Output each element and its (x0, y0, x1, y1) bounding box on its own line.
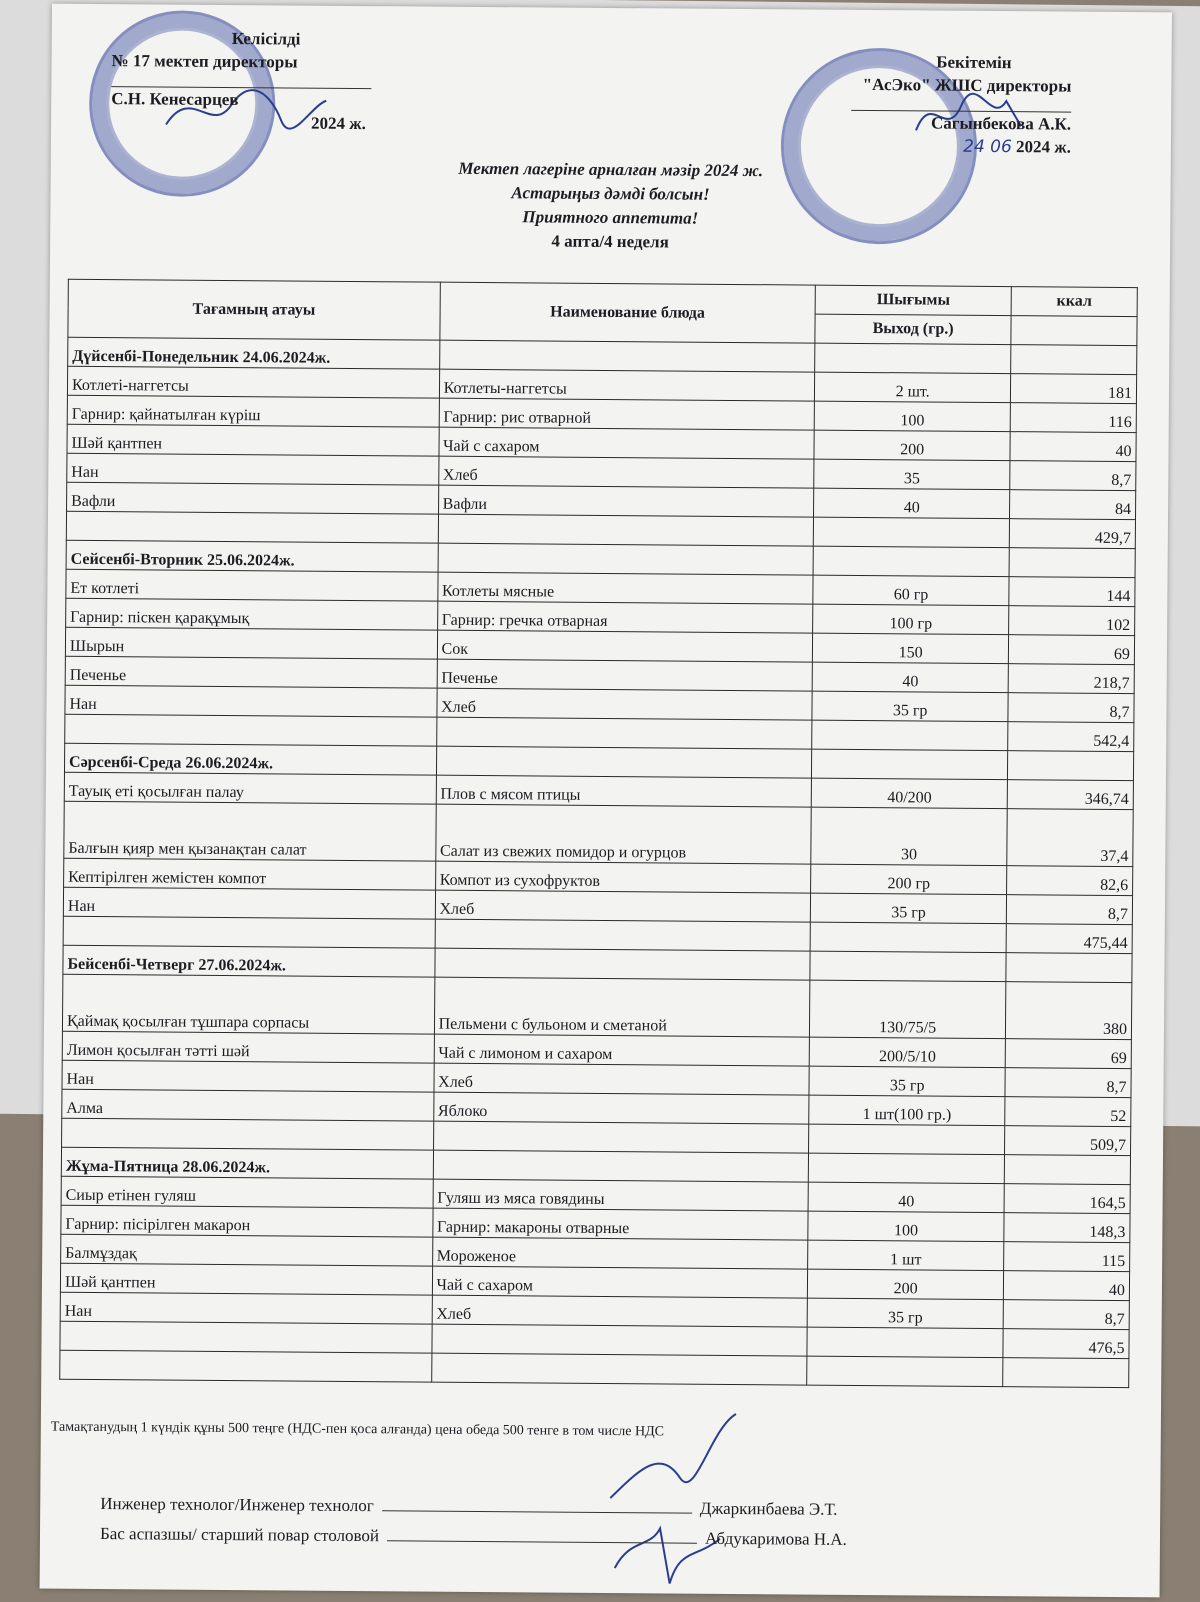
dish-name-ru: Вафли (438, 485, 814, 517)
dish-name-ru: Хлеб (432, 1295, 808, 1327)
dish-yield: 60 гр (813, 575, 1009, 606)
dish-yield: 100 гр (813, 604, 1009, 635)
title-line-4: 4 апта/4 неделя (551, 231, 669, 252)
header-kcal: ккал (1011, 287, 1137, 317)
menu-table (59, 279, 1138, 1388)
header-name-kz: Тағамның атауы (68, 279, 440, 340)
dish-name-kz: Нан (65, 685, 437, 717)
empty-cell (1004, 1155, 1130, 1185)
empty-cell (62, 1118, 434, 1150)
dish-yield: 100 (808, 1211, 1004, 1242)
empty-cell (812, 749, 1008, 780)
dish-name-kz: Балғын қияр мен қызанақтан салат (64, 801, 436, 861)
dish-kcal: 346,74 (1007, 780, 1133, 810)
dish-name-ru: Пельмени с бульоном и сметаной (434, 977, 810, 1037)
signature-role-engineer: Инженер технолог/Инженер технолог (100, 1494, 374, 1516)
day-title: Дүйсенбі-Понедельник 24.06.2024ж. (68, 337, 440, 369)
dish-name-kz: Кептірілген жемістен компот (64, 858, 436, 890)
dish-yield: 35 гр (809, 1066, 1005, 1097)
dish-yield: 40/200 (811, 778, 1007, 809)
dish-name-ru: Хлеб (437, 688, 813, 720)
dish-kcal: 37,4 (1007, 809, 1133, 867)
empty-cell (1008, 751, 1134, 781)
dish-name-kz: Лимон қосылған тәтті шәй (62, 1031, 434, 1063)
dish-kcal: 115 (1004, 1242, 1130, 1272)
empty-cell (436, 746, 812, 778)
dish-name-ru: Котлеты-наггетсы (439, 369, 815, 401)
dish-name-ru: Гарнир: рис отварной (439, 398, 815, 430)
header-yield-ru: Выход (гр.) (815, 314, 1011, 345)
dish-yield: 1 шт(100 гр.) (809, 1095, 1005, 1126)
approval-left-year: 2024 ж. (311, 113, 366, 134)
day-total-kcal: 475,44 (1006, 924, 1132, 954)
dish-name-kz: Алма (62, 1089, 434, 1121)
dish-name-ru: Гуляш из мяса говядины (433, 1179, 809, 1211)
day-title: Жұма-Пятница 28.06.2024ж. (61, 1147, 433, 1179)
day-total-kcal: 542,4 (1008, 722, 1134, 752)
price-note: Тамақтанудың 1 күндік құны 500 теңге (НДС-пен қоса алғанда) цена обеда 500 тенге в том числе НДС (50, 1419, 665, 1440)
dish-kcal: 40 (1010, 432, 1136, 462)
empty-cell (433, 1121, 809, 1153)
approval-right-position: "АсЭко" ЖШС директоры (862, 74, 1072, 96)
dish-kcal: 40 (1003, 1271, 1129, 1301)
dish-name-ru: Котлеты мясные (437, 572, 813, 604)
dish-kcal: 102 (1009, 606, 1135, 636)
empty-cell (439, 340, 815, 372)
empty-cell (435, 919, 811, 951)
signature-role-chef: Бас аспазшы/ старший повар столовой (99, 1524, 380, 1546)
header-empty (1011, 316, 1137, 346)
dish-yield: 150 (813, 633, 1009, 664)
empty-cell (813, 546, 1009, 577)
dish-name-kz: Нан (60, 1292, 432, 1324)
dish-kcal: 380 (1005, 982, 1131, 1040)
dish-name-kz: Шәй қантпен (60, 1263, 432, 1295)
dish-name-kz: Нан (62, 1060, 434, 1092)
empty-cell (1006, 953, 1132, 983)
dish-name-kz: Гарнир: қайнатылған күріш (67, 395, 439, 427)
menu-document (40, 4, 1172, 1598)
dish-name-ru: Мороженое (432, 1237, 808, 1269)
table-row (64, 801, 1133, 866)
dish-kcal: 84 (1010, 490, 1136, 520)
dish-kcal: 116 (1010, 403, 1136, 433)
dish-name-kz: Тауық еті қосылған палау (64, 772, 436, 804)
dish-yield: 35 гр (811, 893, 1007, 924)
menu-title (350, 156, 871, 256)
dish-kcal: 148,3 (1004, 1213, 1130, 1243)
empty-cell (60, 1321, 432, 1353)
dish-name-ru: Печенье (437, 659, 813, 691)
dish-kcal: 8,7 (1003, 1300, 1129, 1330)
dish-yield: 35 гр (807, 1298, 1003, 1329)
dish-name-ru: Гарнир: гречка отварная (437, 601, 813, 633)
dish-yield: 200 гр (811, 864, 1007, 895)
dish-yield: 40 (812, 662, 1008, 693)
day-total-kcal: 509,7 (1005, 1126, 1131, 1156)
dish-name-kz: Печенье (65, 656, 437, 688)
dish-name-kz: Котлеті-наггетсы (67, 366, 439, 398)
dish-yield: 130/75/5 (810, 980, 1006, 1039)
dish-name-kz: Вафли (67, 482, 439, 514)
empty-cell (65, 714, 437, 746)
dish-name-kz: Ет котлеті (66, 569, 438, 601)
empty-cell (436, 717, 812, 749)
table-row (62, 974, 1131, 1039)
dish-kcal: 8,7 (1006, 895, 1132, 925)
dish-kcal: 8,7 (1010, 461, 1136, 491)
dish-name-ru: Салат из свежих помидор и огурцов (435, 804, 811, 864)
dish-kcal: 52 (1005, 1097, 1131, 1127)
approval-right-date-hand: 24 06 (963, 136, 1012, 158)
day-total-kcal: 476,5 (1003, 1329, 1129, 1359)
dish-kcal: 69 (1005, 1039, 1131, 1069)
dish-yield: 200 (814, 430, 1010, 461)
dish-kcal: 69 (1008, 635, 1134, 665)
approval-right-year: 2024 ж. (1016, 137, 1071, 157)
dish-name-ru: Компот из сухофруктов (435, 861, 811, 893)
signature-row-chef (100, 1522, 847, 1550)
dish-yield: 40 (808, 1182, 1004, 1213)
dish-name-ru: Плов с мясом птицы (436, 775, 812, 807)
empty-cell (433, 1150, 809, 1182)
dish-name-kz: Сиыр етінен гуляш (61, 1176, 433, 1208)
empty-cell (1003, 1358, 1129, 1388)
empty-cell (810, 951, 1006, 982)
dish-name-kz: Гарнир: пісірілген макарон (61, 1205, 433, 1237)
approval-right-name: Сагынбекова А.К. (930, 113, 1072, 134)
dish-kcal: 218,7 (1008, 664, 1134, 694)
empty-cell (815, 343, 1011, 374)
dish-name-ru: Сок (437, 630, 813, 662)
empty-cell (807, 1327, 1003, 1358)
empty-cell (60, 1350, 432, 1382)
empty-cell (809, 1124, 1005, 1155)
dish-yield: 2 шт. (815, 372, 1011, 403)
day-title: Сейсенбі-Вторник 25.06.2024ж. (66, 540, 438, 572)
empty-cell (814, 517, 1010, 548)
empty-cell (435, 948, 811, 980)
empty-cell (432, 1324, 808, 1356)
day-title: Сәрсенбі-Среда 26.06.2024ж. (64, 743, 436, 775)
signature-name-chef: Абдукаримова Н.А. (704, 1528, 847, 1549)
dish-yield: 1 шт (808, 1240, 1004, 1271)
header-name-ru: Наименование блюда (440, 282, 816, 343)
title-line-2: Астарыңыз дәмді болсын! (511, 183, 710, 204)
menu-body (60, 337, 1137, 1387)
approval-right-year-line (741, 133, 1071, 160)
dish-name-kz: Гарнир: піскен қарақұмық (66, 598, 438, 630)
approval-left-title: Келісілді (231, 29, 301, 49)
dish-kcal: 181 (1010, 374, 1136, 404)
dish-yield: 35 гр (812, 691, 1008, 722)
dish-kcal: 8,7 (1008, 693, 1134, 723)
title-line-3: Приятного аппетита! (522, 207, 699, 228)
empty-cell (66, 511, 438, 543)
dish-name-kz: Балмұздақ (61, 1234, 433, 1266)
dish-name-ru: Чай с лимоном и сахаром (434, 1034, 810, 1066)
dish-name-ru: Гарнир: макароны отварные (432, 1208, 808, 1240)
dish-name-ru: Хлеб (438, 456, 814, 488)
empty-cell (1009, 548, 1135, 578)
empty-cell (1011, 345, 1137, 375)
empty-cell (438, 543, 814, 575)
approval-right (741, 49, 1072, 160)
dish-yield: 35 (814, 459, 1010, 490)
dish-name-kz: Шырын (65, 627, 437, 659)
empty-cell (431, 1353, 807, 1385)
dish-kcal: 164,5 (1004, 1184, 1130, 1214)
signature-name-engineer: Джаркинбаева Э.Т. (699, 1498, 838, 1519)
day-total-kcal: 429,7 (1009, 519, 1135, 549)
empty-cell (63, 916, 435, 948)
dish-kcal: 144 (1009, 577, 1135, 607)
header-yield-kz: Шығымы (815, 285, 1011, 316)
approval-left-position: № 17 мектеп директоры (111, 51, 298, 72)
dish-name-kz: Нан (67, 453, 439, 485)
dish-name-ru: Яблоко (433, 1092, 809, 1124)
dish-yield: 200/5/10 (809, 1037, 1005, 1068)
dish-yield: 200 (808, 1269, 1004, 1300)
dish-name-kz: Қаймақ қосылған тұшпара сорпасы (62, 974, 434, 1034)
title-line-1: Мектеп лагеріне арналған мәзір 2024 ж. (458, 158, 764, 181)
dish-kcal: 82,6 (1007, 866, 1133, 896)
dish-yield: 40 (814, 488, 1010, 519)
dish-name-ru: Чай с сахаром (439, 427, 815, 459)
dish-kcal: 8,7 (1005, 1068, 1131, 1098)
header-row-1 (68, 279, 1137, 316)
empty-cell (809, 1153, 1005, 1184)
signature-line-engineer (382, 1494, 692, 1513)
dish-yield: 100 (814, 401, 1010, 432)
signature-line-chef (387, 1524, 697, 1543)
dish-name-kz: Шәй қантпен (67, 424, 439, 456)
empty-cell (807, 1356, 1003, 1387)
signature-row-engineer (100, 1492, 837, 1520)
dish-name-ru: Хлеб (434, 1063, 810, 1095)
approval-right-sign-line (851, 96, 1071, 113)
day-title: Бейсенбі-Четверг 27.06.2024ж. (63, 945, 435, 977)
empty-cell (810, 922, 1006, 953)
empty-cell (438, 514, 814, 546)
dish-name-ru: Чай с сахаром (432, 1266, 808, 1298)
dish-name-kz: Нан (63, 887, 435, 919)
approval-right-title: Бекітемін (936, 52, 1012, 73)
dish-name-ru: Хлеб (435, 890, 811, 922)
empty-cell (812, 720, 1008, 751)
dish-yield: 30 (811, 807, 1007, 866)
approval-left-name: С.Н. Кенесарцев (111, 89, 239, 110)
approval-left (111, 26, 392, 135)
